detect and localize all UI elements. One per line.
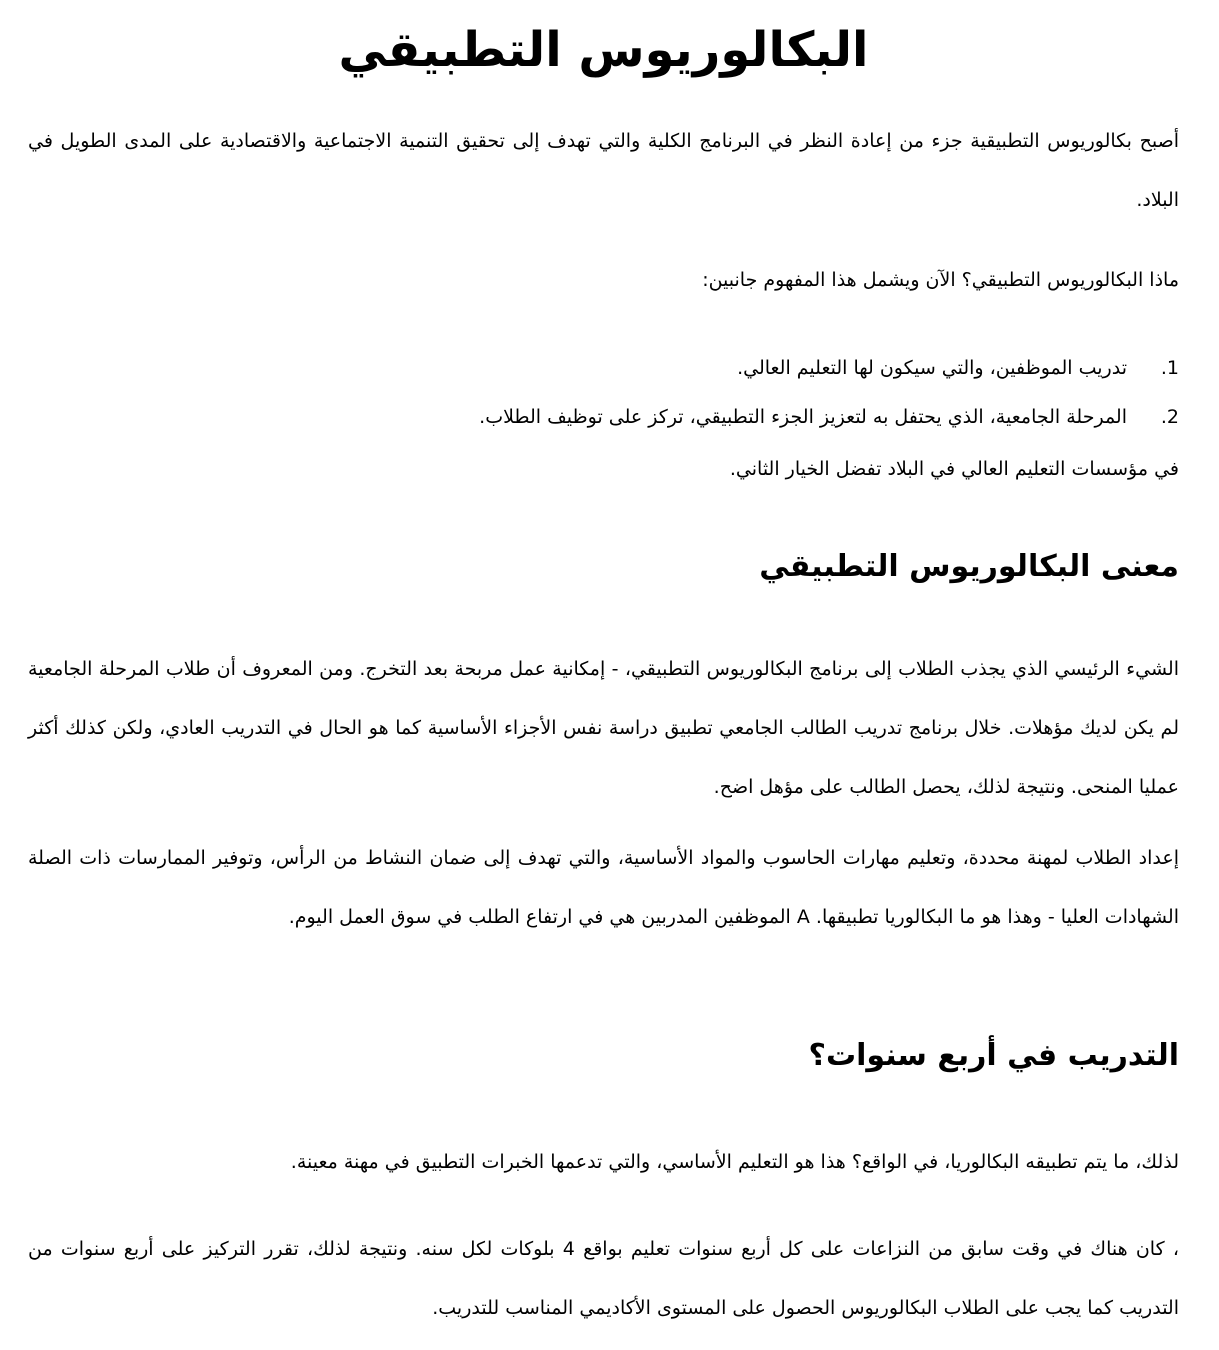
section-meaning-paragraph-2: إعداد الطلاب لمهنة محددة، وتعليم مهارات الحاسوب والمواد الأساسية، والتي تهدف إلى ضمان النشاط من الرأس، وتوفير الممارسات ذات الصلة الشهادات العليا - وهذا هو ما البكالوريا تطبيقها. A الموظفين المدربين هي في ارتفاع الطلب في سوق العمل اليوم. xyxy=(28,847,1179,928)
list-item xyxy=(28,393,1179,442)
section-four-years-paragraph-1: لذلك، ما يتم تطبيقه البكالوريا، في الواقع؟ هذا هو التعليم الأساسي، والتي تدعمها الخبرات التطبيق في مهنة معينة. xyxy=(290,1151,1179,1173)
section-heading-meaning: معنى البكالوريوس التطبيقي xyxy=(759,549,1179,584)
intro-conclusion: في مؤسسات التعليم العالي في البلاد تفضل الخيار الثاني. xyxy=(729,458,1179,480)
list-item xyxy=(28,344,1179,393)
section-four-years-paragraph-2: ، كان هناك في وقت سابق من النزاعات على كل أربع سنوات تعليم بواقع 4 بلوكات لكل سنه. ونتيجة لذلك، تقرر التركيز على أربع سنوات من التدريب كما يجب على الطلاب البكالوريوس الحصول على المستوى الأكاديمي المناسب للتدريب. xyxy=(28,1238,1179,1319)
section-heading-four-years: التدريب في أربع سنوات؟ xyxy=(808,1038,1179,1073)
list-item-text: تدريب الموظفين، والتي سيكون لها التعليم العالي. xyxy=(737,357,1127,379)
list-item-text: المرحلة الجامعية، الذي يحتفل به لتعزيز الجزء التطبيقي، تركز على توظيف الطلاب. xyxy=(479,406,1127,428)
list-item-number: 2. xyxy=(1160,406,1179,428)
intro-question: ماذا البكالوريوس التطبيقي؟ الآن ويشمل هذا المفهوم جانبين: xyxy=(702,269,1179,291)
intro-paragraph: أصبح بكالوريوس التطبيقية جزء من إعادة النظر في البرنامج الكلية والتي تهدف إلى تحقيق التنمية الاجتماعية والاقتصادية على المدى الطويل في البلاد. xyxy=(28,130,1179,211)
aspects-list xyxy=(28,344,1179,442)
page-title: البكالوريوس التطبيقي xyxy=(338,22,869,78)
list-item-number: 1. xyxy=(1160,357,1179,379)
document-page xyxy=(28,0,1179,1350)
section-meaning-paragraph-1: الشيء الرئيسي الذي يجذب الطلاب إلى برنامج البكالوريوس التطبيقي، - إمكانية عمل مربحة بعد التخرج. ومن المعروف أن طلاب المرحلة الجامعية لم يكن لديك مؤهلات. خلال برنامج تدريب الطالب الجامعي تطبيق دراسة نفس الأجزاء الأساسية كما هو الحال في التدريب العادي، ولكن كذلك أكثر عمليا المنحى. ونتيجة لذلك، يحصل الطالب على مؤهل اضح. xyxy=(28,658,1179,798)
